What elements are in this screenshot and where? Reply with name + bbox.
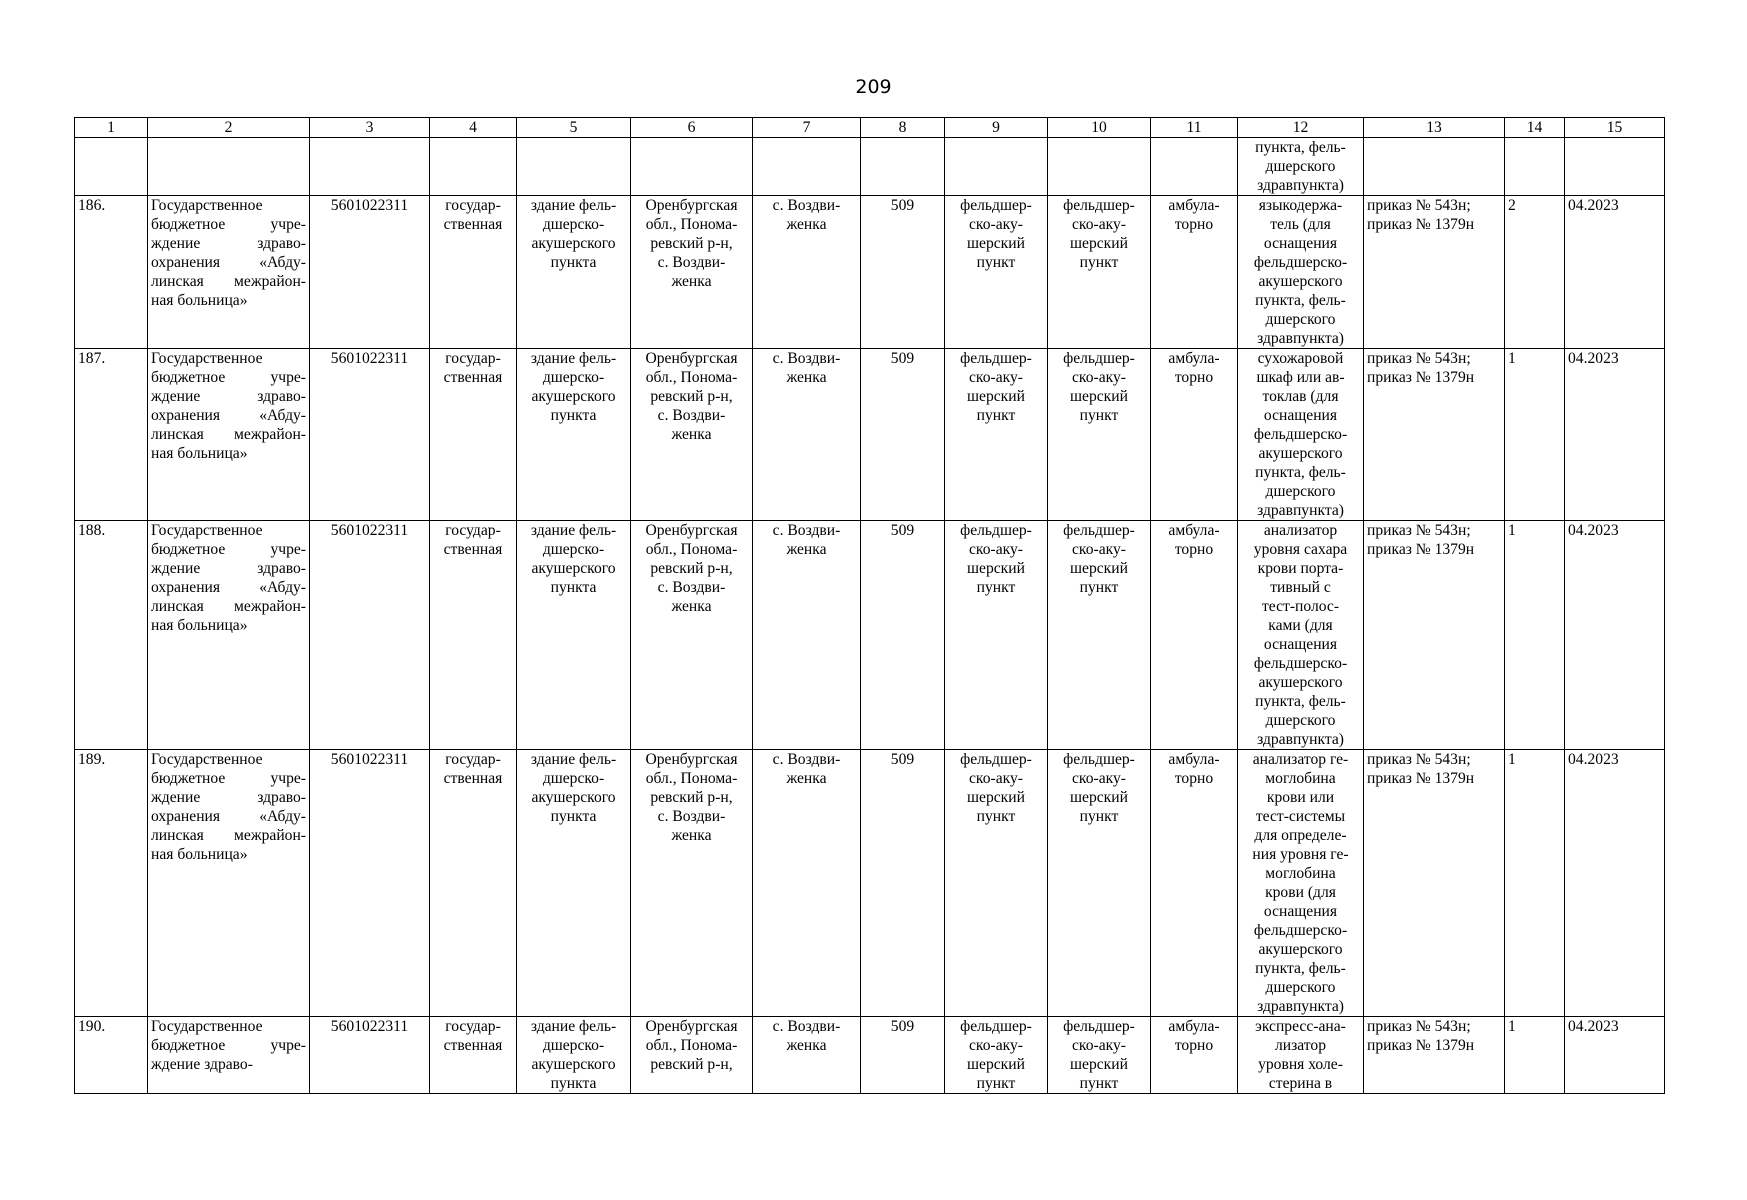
organization-name: Государственное бюджетное учре- ждение здраво- охранения «Абду- линская межрайон- ная больница» xyxy=(151,197,306,309)
quantity-cell: 1 xyxy=(1505,349,1565,521)
settlement-code-cell: 509 xyxy=(861,750,945,1017)
unit-cell: фельдшер- ско-аку- шерский пункт xyxy=(1048,750,1151,1017)
address-cell: Оренбургская обл., Понома- ревский р-н, с. Воздви- женка xyxy=(631,750,753,1017)
unit-cell: фельдшер- ско-аку- шерский пункт xyxy=(1048,196,1151,349)
care-form-cell: амбула- торно xyxy=(1151,196,1238,349)
organization-cell xyxy=(148,196,310,349)
row-number-cell: 188. xyxy=(75,521,148,750)
quantity-cell: 2 xyxy=(1505,196,1565,349)
date-cell: 04.2023 xyxy=(1565,1017,1665,1094)
row-number-cell: 186. xyxy=(75,196,148,349)
settlement-cell: с. Воздви- женка xyxy=(753,196,861,349)
quantity-cell: 1 xyxy=(1505,521,1565,750)
column-number: 15 xyxy=(1565,118,1665,138)
column-number-row xyxy=(75,118,1665,138)
care-form-cell: амбула- торно xyxy=(1151,349,1238,521)
unit-type-cell: фельдшер- ско-аку- шерский пункт xyxy=(945,1017,1048,1094)
order-cell: приказ № 543н; приказ № 1379н xyxy=(1364,196,1505,349)
ownership-cell: государ- ственная xyxy=(430,196,517,349)
date-cell: 04.2023 xyxy=(1565,750,1665,1017)
settlement-cell: с. Воздви- женка xyxy=(753,521,861,750)
equipment-registry-table xyxy=(74,117,1665,1094)
table-row xyxy=(75,349,1665,521)
equipment-cell: анализатор уровня сахара крови порта- тивный с тест-полос- ками (для оснащения фельдшерско- акушерского пункта, фель- дшерского здравпункта) xyxy=(1238,521,1364,750)
column-number: 6 xyxy=(631,118,753,138)
continuation-row xyxy=(75,138,1665,196)
address-cell: Оренбургская обл., Понома- ревский р-н, с. Воздви- женка xyxy=(631,196,753,349)
column-number: 2 xyxy=(148,118,310,138)
column-number: 10 xyxy=(1048,118,1151,138)
table-row xyxy=(75,750,1665,1017)
settlement-code-cell: 509 xyxy=(861,196,945,349)
table-row xyxy=(75,521,1665,750)
quantity-cell: 1 xyxy=(1505,750,1565,1017)
page-number: 209 xyxy=(855,76,892,98)
date-cell: 04.2023 xyxy=(1565,521,1665,750)
address-cell: Оренбургская обл., Понома- ревский р-н, с. Воздви- женка xyxy=(631,521,753,750)
unit-type-cell: фельдшер- ско-аку- шерский пункт xyxy=(945,196,1048,349)
equipment-cell: сухожаровой шкаф или ав- токлав (для оснащения фельдшерско- акушерского пункта, фель- дшерского здравпункта) xyxy=(1238,349,1364,521)
ownership-cell: государ- ственная xyxy=(430,521,517,750)
care-form-cell: амбула- торно xyxy=(1151,521,1238,750)
organization-name: Государственное бюджетное учре- ждение здраво- охранения «Абду- линская межрайон- ная больница» xyxy=(151,350,306,462)
settlement-cell: с. Воздви- женка xyxy=(753,750,861,1017)
equipment-cell: пункта, фель- дшерского здравпункта) xyxy=(1238,138,1364,196)
settlement-cell: с. Воздви- женка xyxy=(753,349,861,521)
column-number: 3 xyxy=(310,118,430,138)
column-number: 5 xyxy=(517,118,631,138)
row-number-cell: 190. xyxy=(75,1017,148,1094)
ownership-cell: государ- ственная xyxy=(430,349,517,521)
inn-cell: 5601022311 xyxy=(310,349,430,521)
equipment-cell: экспресс-ана- лизатор уровня холе- стерина в xyxy=(1238,1017,1364,1094)
order-cell: приказ № 543н; приказ № 1379н xyxy=(1364,750,1505,1017)
organization-cell xyxy=(148,521,310,750)
building-cell: здание фель- дшерско- акушерского пункта xyxy=(517,521,631,750)
row-number-cell: 187. xyxy=(75,349,148,521)
row-number-cell: 189. xyxy=(75,750,148,1017)
settlement-code-cell: 509 xyxy=(861,1017,945,1094)
order-cell: приказ № 543н; приказ № 1379н xyxy=(1364,349,1505,521)
settlement-code-cell: 509 xyxy=(861,521,945,750)
inn-cell: 5601022311 xyxy=(310,521,430,750)
column-number: 1 xyxy=(75,118,148,138)
table-row xyxy=(75,1017,1665,1094)
building-cell: здание фель- дшерско- акушерского пункта xyxy=(517,196,631,349)
organization-name: Государственное бюджетное учре- ждение здраво- xyxy=(151,1018,306,1073)
order-cell: приказ № 543н; приказ № 1379н xyxy=(1364,521,1505,750)
unit-cell: фельдшер- ско-аку- шерский пункт xyxy=(1048,1017,1151,1094)
inn-cell: 5601022311 xyxy=(310,196,430,349)
care-form-cell: амбула- торно xyxy=(1151,750,1238,1017)
date-cell: 04.2023 xyxy=(1565,196,1665,349)
unit-cell: фельдшер- ско-аку- шерский пункт xyxy=(1048,521,1151,750)
settlement-code-cell: 509 xyxy=(861,349,945,521)
unit-cell: фельдшер- ско-аку- шерский пункт xyxy=(1048,349,1151,521)
column-number: 11 xyxy=(1151,118,1238,138)
ownership-cell: государ- ственная xyxy=(430,750,517,1017)
order-cell: приказ № 543н; приказ № 1379н xyxy=(1364,1017,1505,1094)
building-cell: здание фель- дшерско- акушерского пункта xyxy=(517,1017,631,1094)
inn-cell: 5601022311 xyxy=(310,750,430,1017)
column-number: 7 xyxy=(753,118,861,138)
column-number: 4 xyxy=(430,118,517,138)
address-cell: Оренбургская обл., Понома- ревский р-н, с. Воздви- женка xyxy=(631,349,753,521)
equipment-cell: языкодержа- тель (для оснащения фельдшерско- акушерского пункта, фель- дшерского здравпункта) xyxy=(1238,196,1364,349)
settlement-cell: с. Воздви- женка xyxy=(753,1017,861,1094)
equipment-cell: анализатор ге- моглобина крови или тест-системы для определе- ния уровня ге- моглобина крови (для оснащения фельдшерско- акушерского пункта, фель- дшерского здравпункта) xyxy=(1238,750,1364,1017)
ownership-cell: государ- ственная xyxy=(430,1017,517,1094)
organization-name: Государственное бюджетное учре- ждение здраво- охранения «Абду- линская межрайон- ная больница» xyxy=(151,751,306,863)
column-number: 12 xyxy=(1238,118,1364,138)
organization-cell xyxy=(148,1017,310,1094)
organization-cell xyxy=(148,349,310,521)
column-number: 8 xyxy=(861,118,945,138)
building-cell: здание фель- дшерско- акушерского пункта xyxy=(517,349,631,521)
unit-type-cell: фельдшер- ско-аку- шерский пункт xyxy=(945,750,1048,1017)
unit-type-cell: фельдшер- ско-аку- шерский пункт xyxy=(945,349,1048,521)
inn-cell: 5601022311 xyxy=(310,1017,430,1094)
organization-cell xyxy=(148,750,310,1017)
quantity-cell: 1 xyxy=(1505,1017,1565,1094)
care-form-cell: амбула- торно xyxy=(1151,1017,1238,1094)
column-number: 13 xyxy=(1364,118,1505,138)
address-cell: Оренбургская обл., Понома- ревский р-н, xyxy=(631,1017,753,1094)
table-row xyxy=(75,196,1665,349)
column-number: 14 xyxy=(1505,118,1565,138)
building-cell: здание фель- дшерско- акушерского пункта xyxy=(517,750,631,1017)
organization-name: Государственное бюджетное учре- ждение здраво- охранения «Абду- линская межрайон- ная больница» xyxy=(151,522,306,634)
unit-type-cell: фельдшер- ско-аку- шерский пункт xyxy=(945,521,1048,750)
date-cell: 04.2023 xyxy=(1565,349,1665,521)
column-number: 9 xyxy=(945,118,1048,138)
